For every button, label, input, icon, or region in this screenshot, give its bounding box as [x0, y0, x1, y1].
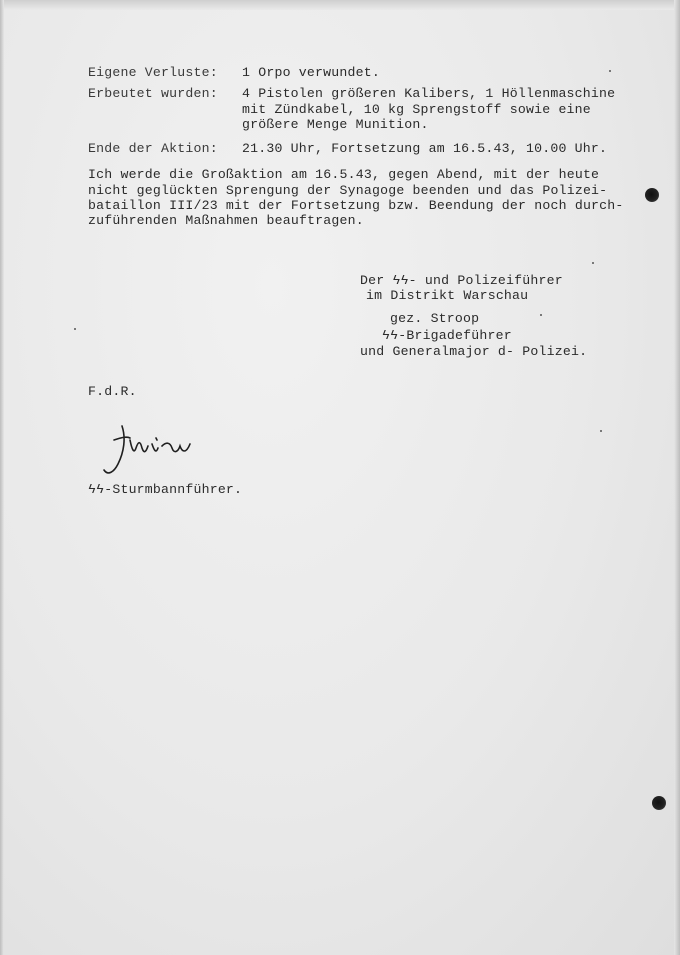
scan-speck — [609, 70, 611, 72]
losses-value: 1 Orpo verwundet. — [242, 65, 380, 80]
scan-speck — [592, 262, 594, 264]
captured-label: Erbeutet wurden: — [88, 86, 218, 101]
paragraph-line: bataillon III/23 mit der Fortsetzung bzw. Beendung der noch durch- — [88, 198, 624, 213]
scan-edge-top — [0, 0, 680, 10]
punch-hole — [652, 796, 666, 810]
end-label: Ende der Aktion: — [88, 141, 218, 156]
signer-rank: ϟϟ-Sturmbannführer. — [88, 482, 243, 497]
scan-edge-right — [674, 0, 680, 955]
scan-speck — [74, 328, 76, 330]
signature-block-line: und Generalmajor d- Polizei. — [360, 344, 588, 359]
losses-label: Eigene Verluste: — [88, 65, 218, 80]
captured-line: 4 Pistolen größeren Kalibers, 1 Höllenmaschine — [242, 86, 616, 101]
captured-line: größere Menge Munition. — [242, 117, 429, 132]
scan-speck — [600, 430, 602, 432]
punch-hole — [645, 188, 659, 202]
scan-speck — [540, 314, 542, 316]
paragraph-line: zuführenden Maßnahmen beauftragen. — [88, 213, 364, 228]
end-value: 21.30 Uhr, Fortsetzung am 16.5.43, 10.00 Uhr. — [242, 141, 608, 156]
signature-block-line: Der ϟϟ- und Polizeiführer — [360, 273, 563, 288]
handwritten-signature — [100, 420, 210, 480]
paragraph-line: Ich werde die Großaktion am 16.5.43, gegen Abend, mit der heute — [88, 167, 600, 182]
paragraph-line: nicht geglückten Sprengung der Synagoge beenden und das Polizei- — [88, 183, 608, 198]
fdr-text: F.d.R. — [88, 384, 137, 399]
signature-block-line: gez. Stroop — [390, 311, 480, 326]
signature-block-line: ϟϟ-Brigadeführer — [382, 328, 512, 343]
scan-edge-left — [0, 0, 4, 955]
signature-block-line: im Distrikt Warschau — [366, 288, 529, 303]
captured-line: mit Zündkabel, 10 kg Sprengstoff sowie eine — [242, 102, 591, 117]
